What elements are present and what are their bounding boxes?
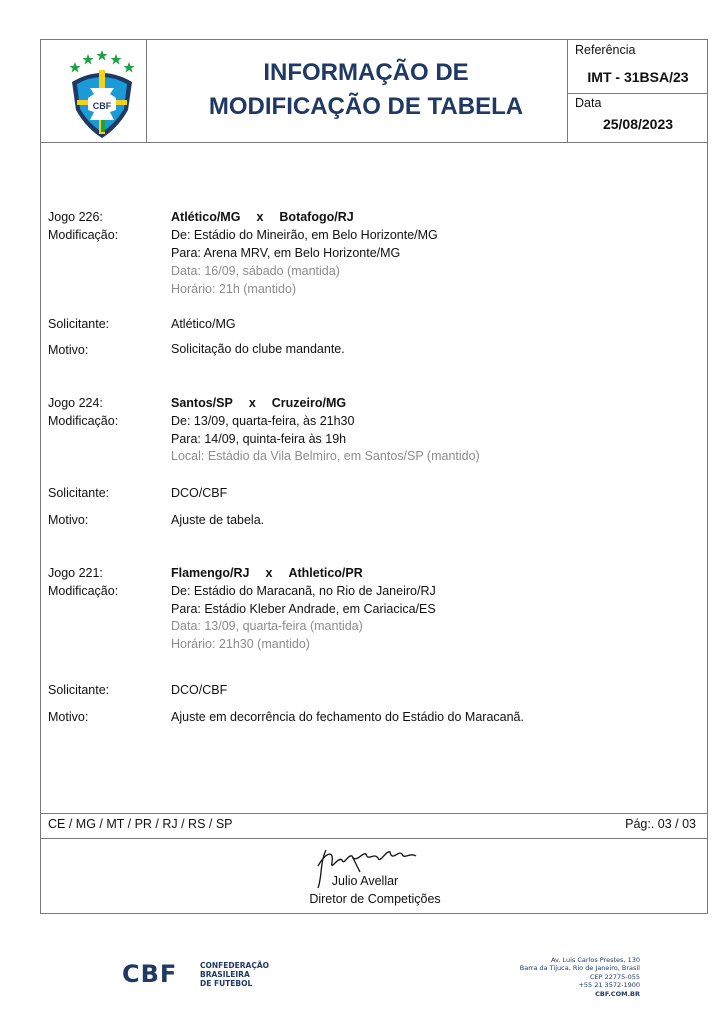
match-teams [171,564,363,582]
match-teams [171,394,346,412]
game-label: Jogo 221: [48,566,103,580]
away-team: Athletico/PR [288,566,363,580]
document-frame [40,39,708,914]
home-team: Atlético/MG [171,210,241,224]
address-street: Av. Luis Carlos Prestes, 130 [550,956,640,964]
kept-info: Data: 13/09, quarta-feira (mantida) [171,619,363,633]
organization-name: CONFEDERAÇÃO BRASILEIRA DE FUTEBOL [200,961,270,988]
kept-info: Local: Estádio da Vila Belmiro, em Santos/SP (mantido) [171,449,480,463]
change-from: De: Estádio do Maracanã, no Rio de Janeiro/RJ [171,584,436,598]
requester-value: DCO/CBF [171,683,228,697]
modification-label: Modificação: [48,414,119,428]
game-label: Jogo 224: [48,396,103,410]
title-line-1: INFORMAÇÃO DE [263,59,469,86]
svg-text:CBF: CBF [92,101,112,111]
stars-icon [70,50,135,73]
ref-date-divider [567,93,708,94]
game-label: Jogo 226: [48,210,103,224]
address-block [520,956,640,998]
requester-label: Solicitante: [48,486,110,500]
states-list: CE / MG / MT / PR / RJ / RS / SP [48,817,233,831]
versus: x [265,566,273,580]
address-phone: +55 21 3572-1900 [578,981,640,990]
requester-label: Solicitante: [48,317,110,331]
reference-value: IMT - 31BSA/23 [587,69,689,85]
modification-label: Modificação: [48,584,119,598]
page-number: Pág:. 03 / 03 [625,817,696,831]
requester-value: Atlético/MG [171,317,236,331]
date-label: Data [575,96,602,110]
match-teams [171,208,354,226]
reason-value: Solicitação do clube mandante. [171,342,345,356]
signatory-role: Diretor de Competições [309,892,441,906]
title-line-2: MODIFICAÇÃO DE TABELA [208,93,524,120]
away-team: Botafogo/RJ [279,210,354,224]
logo-divider [146,39,147,142]
footer-top-divider [40,813,708,814]
address-website: CBF.COM.BR [595,989,640,998]
versus: x [248,396,256,410]
modification-label: Modificação: [48,228,119,242]
versus: x [256,210,264,224]
reason-label: Motivo: [48,343,89,357]
change-to: Para: 14/09, quinta-feira às 19h [171,432,347,446]
cbf-wordmark-logo: CBF [122,960,178,988]
signatory-name: Julio Avellar [331,874,399,888]
reason-value: Ajuste de tabela. [171,513,265,527]
address-cep: CEP 22775-055 [589,972,640,981]
change-to: Para: Estádio Kleber Andrade, em Cariacica/ES [171,602,436,616]
home-team: Santos/SP [171,396,233,410]
change-from: De: 13/09, quarta-feira, às 21h30 [171,414,355,428]
away-team: Cruzeiro/MG [271,396,347,410]
change-from: De: Estádio do Mineirão, em Belo Horizonte/MG [171,228,438,242]
kept-info: Data: 16/09, sábado (mantida) [171,264,340,278]
kept-info: Horário: 21h (mantido) [171,282,297,296]
kept-info: Horário: 21h30 (mantido) [171,637,310,651]
reason-label: Motivo: [48,513,89,527]
address-city: Barra da Tijuca, Rio de Janeiro, Brasil [519,964,640,973]
change-to: Para: Arena MRV, em Belo Horizonte/MG [171,246,401,260]
home-team: Flamengo/RJ [171,566,250,580]
requester-label: Solicitante: [48,683,110,697]
footer-bottom-divider [40,838,708,839]
date-value: 25/08/2023 [602,116,674,132]
reason-value: Ajuste em decorrência do fechamento do Estádio do Maracanã. [171,710,524,724]
reference-label: Referência [575,43,636,57]
cbf-crest-logo [66,48,138,140]
reason-label: Motivo: [48,710,89,724]
header-divider [40,142,708,143]
requester-value: DCO/CBF [171,486,228,500]
page-title [160,56,572,124]
